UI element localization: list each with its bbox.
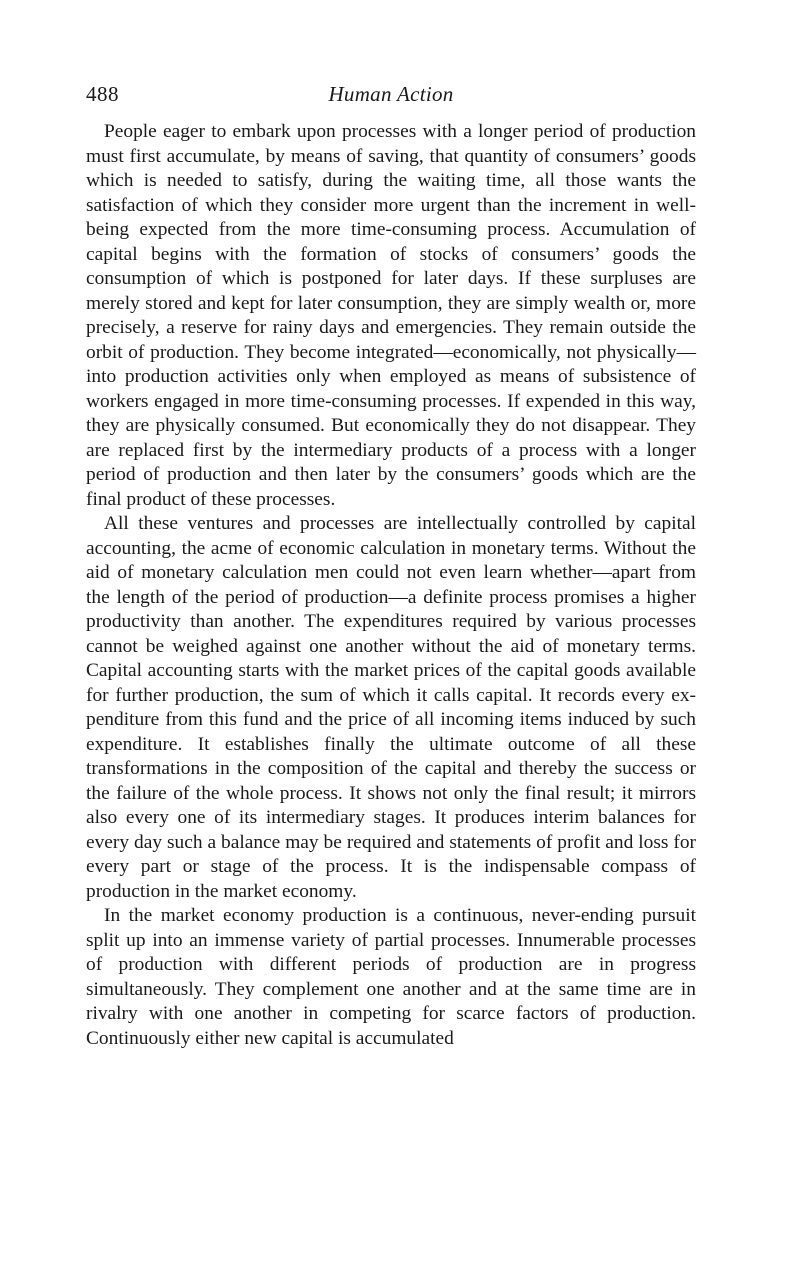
body-text <box>86 120 696 1051</box>
paragraph: In the market economy production is a continuous, never-ending pursuit split up into an immense variety of partial processes. Innumerable processes of production with different periods of production are in progress simultaneously. They complement one another and at the same time are in rivalry with one another in competing for scarce factors of production. Continuously either new capital is accumulated <box>86 905 696 1049</box>
page-header <box>86 82 696 112</box>
paragraph: People eager to embark upon processes with a longer period of production must first accumulate, by means of saving, that quantity of consumers’ goods which is needed to satisfy, during the waiting time, all those wants the satisfaction of which they consider more urgent than the increment in well-being expected from the more time-consuming process. Accumulation of capital begins with the formation of stocks of consumers’ goods the consumption of which is postponed for later days. If these surpluses are merely stored and kept for later consumption, they are simply wealth or, more precisely, a reserve for rainy days and emergencies. They remain outside the orbit of production. They become integrated—economically, not physically—into production activities only when employed as means of subsistence of workers engaged in more time-consuming processes. If expended in this way, they are physically consumed. But economically they do not disappear. They are replaced first by the intermediary products of a process with a longer period of production and then later by the consumers’ goods which are the final product of these processes. <box>86 121 696 510</box>
paragraph: All these ventures and processes are intellectually controlled by capital accounting, the acme of economic calculation in monetary terms. Without the aid of monetary calculation men could not even learn whether—apart from the length of the period of production—a definite process promises a higher productivity than another. The expenditures required by various processes cannot be weighed against one another without the aid of monetary terms. Capital accounting starts with the market prices of the capital goods available for further production, the sum of which it calls capital. It records every expenditure from this fund and the price of all incoming items induced by such expenditure. It establishes finally the ultimate outcome of all these transformations in the composition of the capital and thereby the success or the failure of the whole process. It shows not only the final result; it mirrors also every one of its intermediary stages. It produces interim balances for every day such a balance may be required and statements of profit and loss for every part or stage of the process. It is the indispensable compass of production in the market economy. <box>86 513 696 902</box>
book-page <box>86 82 696 1051</box>
running-title: Human Action <box>328 82 454 106</box>
page-number: 488 <box>86 82 119 106</box>
